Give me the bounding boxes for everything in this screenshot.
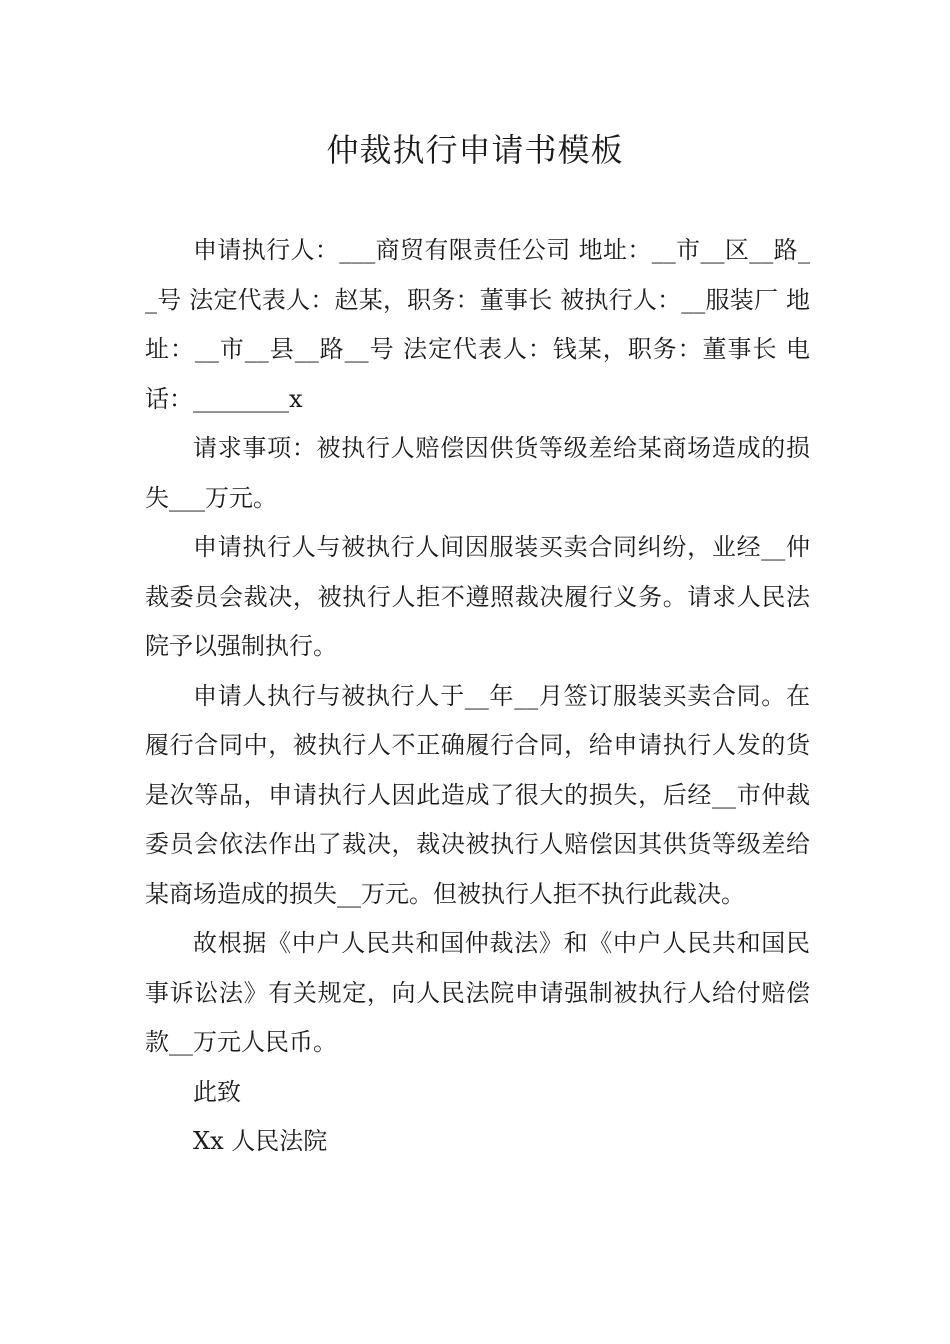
facts-paragraph: 申请人执行与被执行人于__年__月签订服装买卖合同。在履行合同中，被执行人不正确履行合同，给申请执行人发的货是次等品，申请执行人因此造成了很大的损失，后经__市仲裁委员会依法作出了裁决，裁决被执行人赔偿因其供货等级差给某商场造成的损失__万元。但被执行人拒不执行此裁决。 (145, 681, 810, 908)
dispute-paragraph: 申请执行人与被执行人间因服装买卖合同纠纷，业经__仲裁委员会裁决，被执行人拒不遵照裁决履行义务。请求人民法院予以强制执行。 (145, 533, 810, 660)
document-title: 仲裁执行申请书模板 (326, 131, 624, 169)
document-body (145, 226, 810, 1167)
salutation: 此致 (193, 1077, 241, 1106)
legal-basis-paragraph: 故根据《中户人民共和国仲裁法》和《中户人民共和国民事诉讼法》有关规定，向人民法院申请强制被执行人给付赔偿款__万元人民币。 (145, 929, 810, 1056)
claim-paragraph: 请求事项：被执行人赔偿因供货等级差给某商场造成的损失___万元。 (145, 434, 810, 512)
applicant-info-paragraph: 申请执行人：___商贸有限责任公司 地址：__市__区__路__号 法定代表人：赵某，职务：董事长 被执行人：__服装厂 地址：__市__县__路__号 法定代表人：钱某，职务：董事长 电话：________x (145, 236, 810, 413)
recipient: Xx 人民法院 (193, 1127, 328, 1155)
